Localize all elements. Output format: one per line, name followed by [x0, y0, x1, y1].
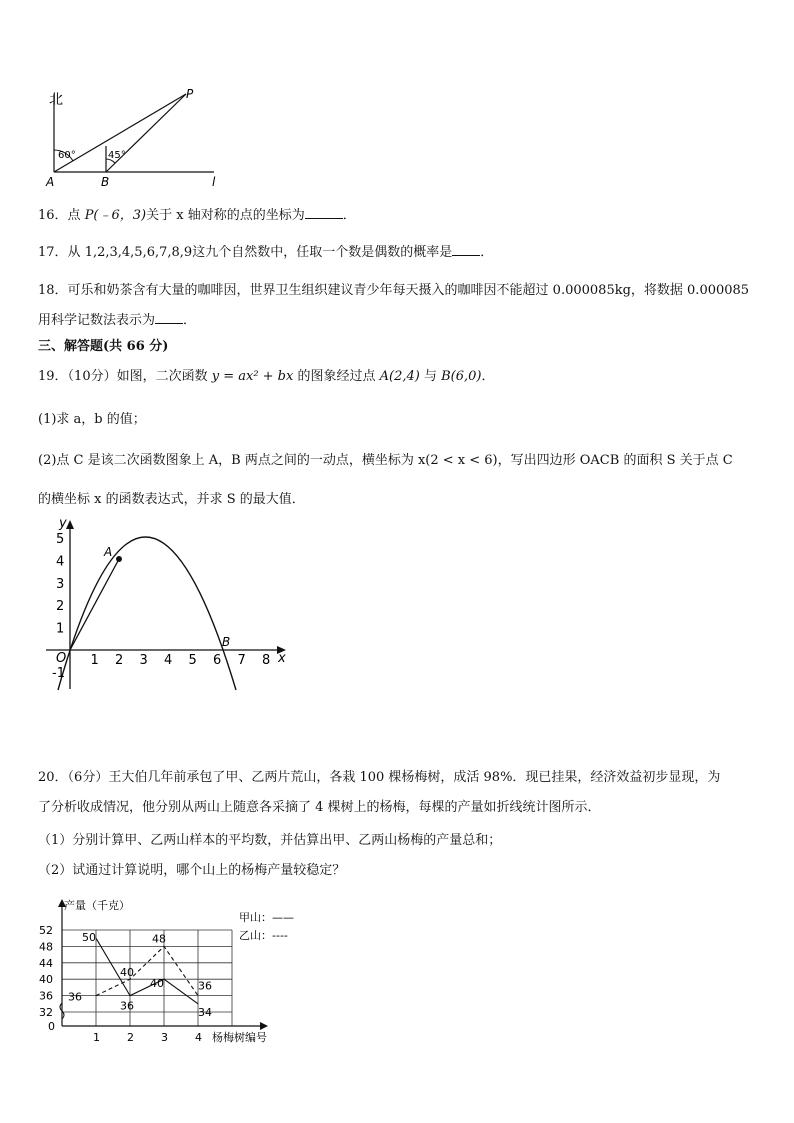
question-19-part1: (1)求 a，b 的值； [38, 412, 146, 427]
chart-y-label: 产量（千克） [64, 899, 130, 912]
y-tick-labels [56, 532, 64, 637]
legend-yi: 乙山：---- [239, 929, 288, 942]
x-tick-label: 1 [93, 1031, 100, 1044]
x-tick-labels [91, 653, 271, 668]
x-tick-label: 2 [115, 653, 124, 668]
north-label: 北 [49, 92, 63, 108]
series-line-jia [96, 938, 198, 1004]
angle-label-b: 45° [108, 150, 126, 161]
label-a: A [46, 175, 55, 189]
question-19-part2b: 的横坐标 x 的函数表达式，并求 S 的最大值． [38, 492, 305, 507]
x-tick-label: 5 [188, 653, 197, 668]
chart-series [68, 931, 212, 1019]
question-16: 16．点 P(﹣6，3)关于 x 轴对称的点的坐标为 ． [38, 208, 356, 223]
x-tick-label: 6 [213, 653, 222, 668]
answer-blank[interactable] [305, 206, 343, 219]
question-20-part2: （2）试通过计算说明，哪个山上的杨梅产量较稳定？ [38, 863, 346, 878]
question-20-part1: （1）分别计算甲、乙两山样本的平均数，并估算出甲、乙两山杨梅的产量总和； [38, 833, 502, 848]
y-axis-arrow [66, 520, 74, 529]
label-p: P [186, 87, 194, 101]
question-20: 20．（6分）王大伯几年前承包了甲、乙两片荒山，各栽 100 棵杨梅树，成活 98%．现已挂果，经济效益初步显现，为 [38, 770, 721, 785]
data-label: 40 [120, 966, 134, 980]
point-p: P(﹣6，3) [84, 208, 147, 223]
series-line-yi [96, 946, 198, 995]
y-tick-label: 4 [56, 554, 65, 570]
y-tick-label: 48 [39, 940, 53, 954]
y-axis-label: y [59, 516, 67, 531]
x-tick-label: 1 [90, 653, 99, 668]
x-tick-label: 4 [195, 1031, 202, 1044]
label-b: B [101, 175, 110, 189]
question-19-part2a: (2)点 C 是该二次函数图象上 A，B 两点之间的一动点，横坐标为 x(2 < x < 6)，写出四边形 OACB 的面积 S 关于点 C [38, 453, 733, 468]
question-19: 19．（10分）如图，二次函数 y = ax² + bx 的图象经过点 A(2,4) 与 B(6,0)． [38, 369, 495, 384]
question-18-line2: 用科学记数法表示为 ． [38, 313, 197, 328]
data-label: 48 [152, 932, 166, 946]
data-label: 34 [198, 1005, 212, 1019]
y-tick-label: 44 [39, 956, 53, 970]
direction-diagram [40, 82, 240, 194]
question-17: 17．从 1,2,3,4,5,6,7,8,9这九个自然数中，任取一个数是偶数的概率是 ． [38, 245, 494, 260]
data-label: 36 [68, 990, 82, 1004]
point-a-label: A [104, 545, 113, 559]
x-axis-label: x [278, 651, 286, 666]
data-label: 50 [82, 931, 96, 945]
x-tick-label: 7 [237, 653, 246, 668]
y-tick-label: 1 [56, 621, 65, 637]
x-tick-label: 3 [139, 653, 148, 668]
angle-label-a: 60° [58, 150, 76, 161]
label-l: l [212, 175, 216, 189]
answer-blank[interactable] [155, 311, 183, 324]
data-label: 40 [150, 977, 164, 991]
chart-x-label: 杨梅树编号 [212, 1031, 267, 1044]
answer-blank[interactable] [452, 243, 480, 256]
parabola-graph [38, 514, 298, 694]
x-tick-label: 4 [164, 653, 173, 668]
x-tick-label: 8 [262, 653, 271, 668]
y-tick-label: 3 [56, 576, 65, 592]
y-tick-label: 52 [39, 924, 53, 937]
segment-oa [70, 559, 119, 650]
yield-line-chart [30, 893, 330, 1055]
y-tick-label: 36 [39, 989, 53, 1003]
question-20-line2: 了分析收成情况，他分别从两山上随意各采摘了 4 棵树上的杨梅，每棵的产量如折线统计图所示． [38, 800, 601, 815]
data-label: 36 [120, 999, 134, 1013]
y-tick-label: 0 [48, 1020, 55, 1033]
x-tick-label: 3 [161, 1031, 168, 1044]
point-b-label: B [222, 635, 231, 649]
chart-x-arrow [260, 1022, 268, 1030]
legend-jia: 甲山：—— [239, 911, 294, 924]
y-tick-label: 32 [39, 1006, 53, 1019]
neg-one-label: -1 [52, 666, 65, 681]
data-label: 36 [198, 979, 212, 993]
question-18: 18．可乐和奶茶含有大量的咖啡因，世界卫生组织建议青少年每天摄入的咖啡因不能超过 0.000085kg，将数据 0.000085 [38, 283, 750, 298]
section-heading: 三、解答题(共 66 分) [38, 339, 169, 354]
y-tick-label: 2 [56, 599, 65, 615]
origin-label: O [56, 651, 67, 666]
y-tick-label: 40 [39, 973, 53, 987]
point-a-dot [116, 556, 122, 562]
x-tick-label: 2 [127, 1031, 134, 1044]
y-tick-label: 5 [56, 532, 65, 547]
